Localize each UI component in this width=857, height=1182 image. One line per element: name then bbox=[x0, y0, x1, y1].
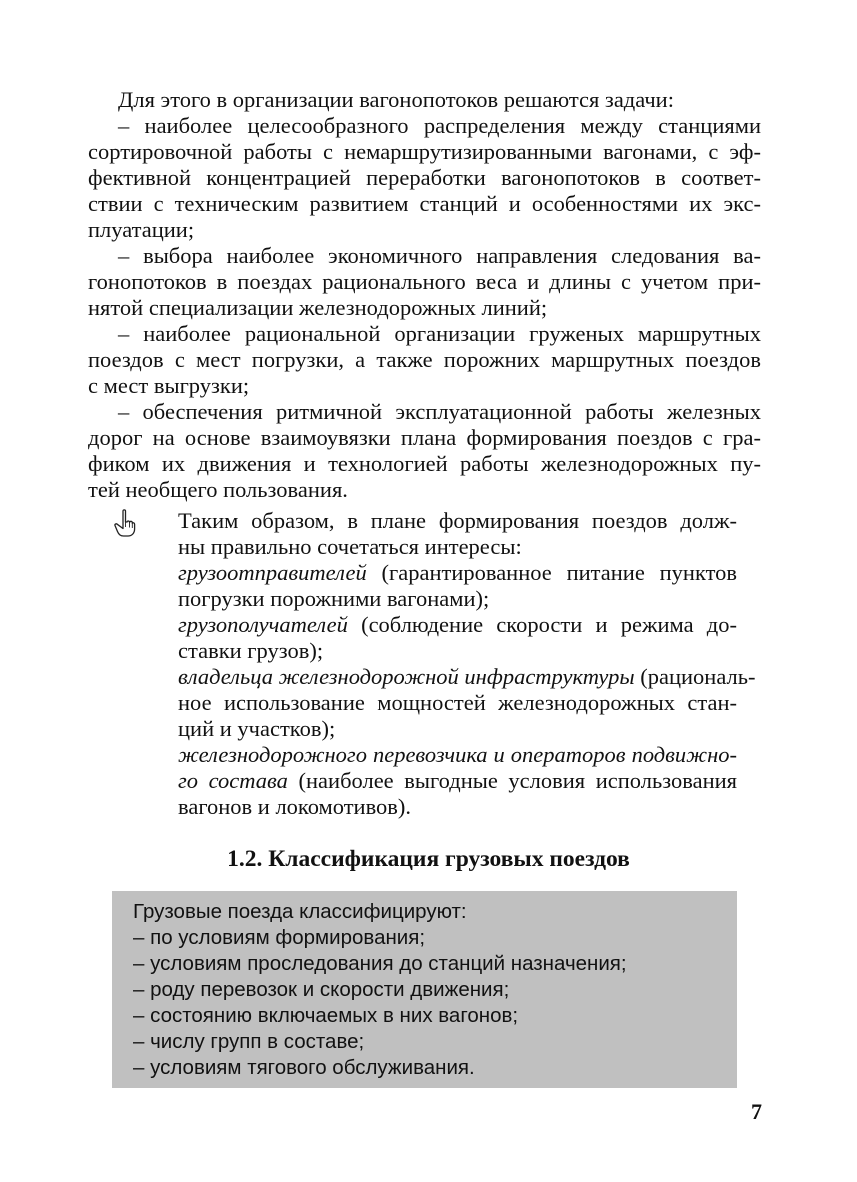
intro-line: ствии с техническим развитием станций и особенностями их экс- bbox=[88, 191, 761, 216]
note-line: грузоотправителей (гарантированное питание пунктов bbox=[178, 560, 737, 585]
classification-item: – состоянию включаемых в них вагонов; bbox=[133, 1004, 519, 1027]
intro-line: – выбора наиболее экономичного направления следования ва- bbox=[118, 243, 761, 268]
classification-item: – роду перевозок и скорости движения; bbox=[133, 978, 510, 1001]
classification-item: – числу групп в составе; bbox=[133, 1030, 365, 1053]
intro-line: поездов с мест погрузки, а также порожних маршрутных поездов bbox=[88, 347, 761, 372]
intro-line: нятой специализации железнодорожных линий; bbox=[88, 295, 548, 320]
note-line: вагонов и локомотивов). bbox=[178, 794, 412, 819]
intro-line: – обеспечения ритмичной эксплуатационной работы железных bbox=[118, 399, 761, 424]
note-line: го состава (наиболее выгодные условия использования bbox=[178, 768, 738, 793]
classification-item: – условиям тягового обслуживания. bbox=[133, 1056, 475, 1079]
note-line: Таким образом, в плане формирования поездов долж- bbox=[178, 508, 737, 533]
intro-line: дорог на основе взаимоувязки плана формирования поездов с гра- bbox=[88, 425, 761, 450]
interest-group-term: владельца железнодорожной инфраструктуры bbox=[178, 664, 635, 689]
intro-line: с мест выгрузки; bbox=[88, 373, 250, 398]
interest-group-term: грузоотправителей bbox=[178, 560, 367, 585]
note-line: погрузки порожними вагонами); bbox=[178, 586, 490, 611]
intro-line: гонопотоков в поездах рационального веса и длины с учетом при- bbox=[88, 269, 761, 294]
intro-line: Для этого в организации вагонопотоков решаются задачи: bbox=[118, 87, 674, 112]
section-heading: 1.2. Классификация грузовых поездов bbox=[227, 846, 630, 872]
intro-line: фективной концентрацией переработки вагонопотоков в соответ- bbox=[88, 165, 761, 190]
interest-group-term: железнодорожного перевозчика и операторов подвижно- bbox=[178, 742, 737, 767]
intro-line: сортировочной работы с немаршрутизированными вагонами, с эф- bbox=[88, 139, 761, 164]
page-number: 7 bbox=[751, 1099, 762, 1124]
interest-group-term: грузополучателей bbox=[178, 612, 348, 637]
note-line: грузополучателей (соблюдение скорости и режима до- bbox=[178, 612, 737, 637]
note-line: ное использование мощностей железнодорожных стан- bbox=[178, 690, 737, 715]
intro-line: – наиболее рациональной организации груженых маршрутных bbox=[118, 321, 761, 346]
intro-line: плуатации; bbox=[88, 217, 195, 242]
classification-item: – по условиям формирования; bbox=[133, 926, 426, 949]
interest-group-term: го состава bbox=[178, 768, 288, 793]
intro-line: тей необщего пользования. bbox=[88, 477, 348, 502]
note-line: ций и участков); bbox=[178, 716, 336, 741]
note-line bbox=[178, 742, 737, 768]
note-line: ставки грузов); bbox=[178, 638, 324, 663]
classification-intro: Грузовые поезда классифицируют: bbox=[133, 900, 467, 923]
intro-line: фиком их движения и технологией работы железнодорожных пу- bbox=[88, 451, 761, 476]
intro-line: – наиболее целесообразного распределения между станциями bbox=[118, 113, 761, 138]
pointing-hand-icon bbox=[112, 509, 136, 537]
note-line: ны правильно сочетаться интересы: bbox=[178, 534, 522, 559]
classification-item: – условиям проследования до станций назначения; bbox=[133, 952, 627, 975]
note-line: владельца железнодорожной инфраструктуры (рациональ- bbox=[178, 664, 756, 689]
